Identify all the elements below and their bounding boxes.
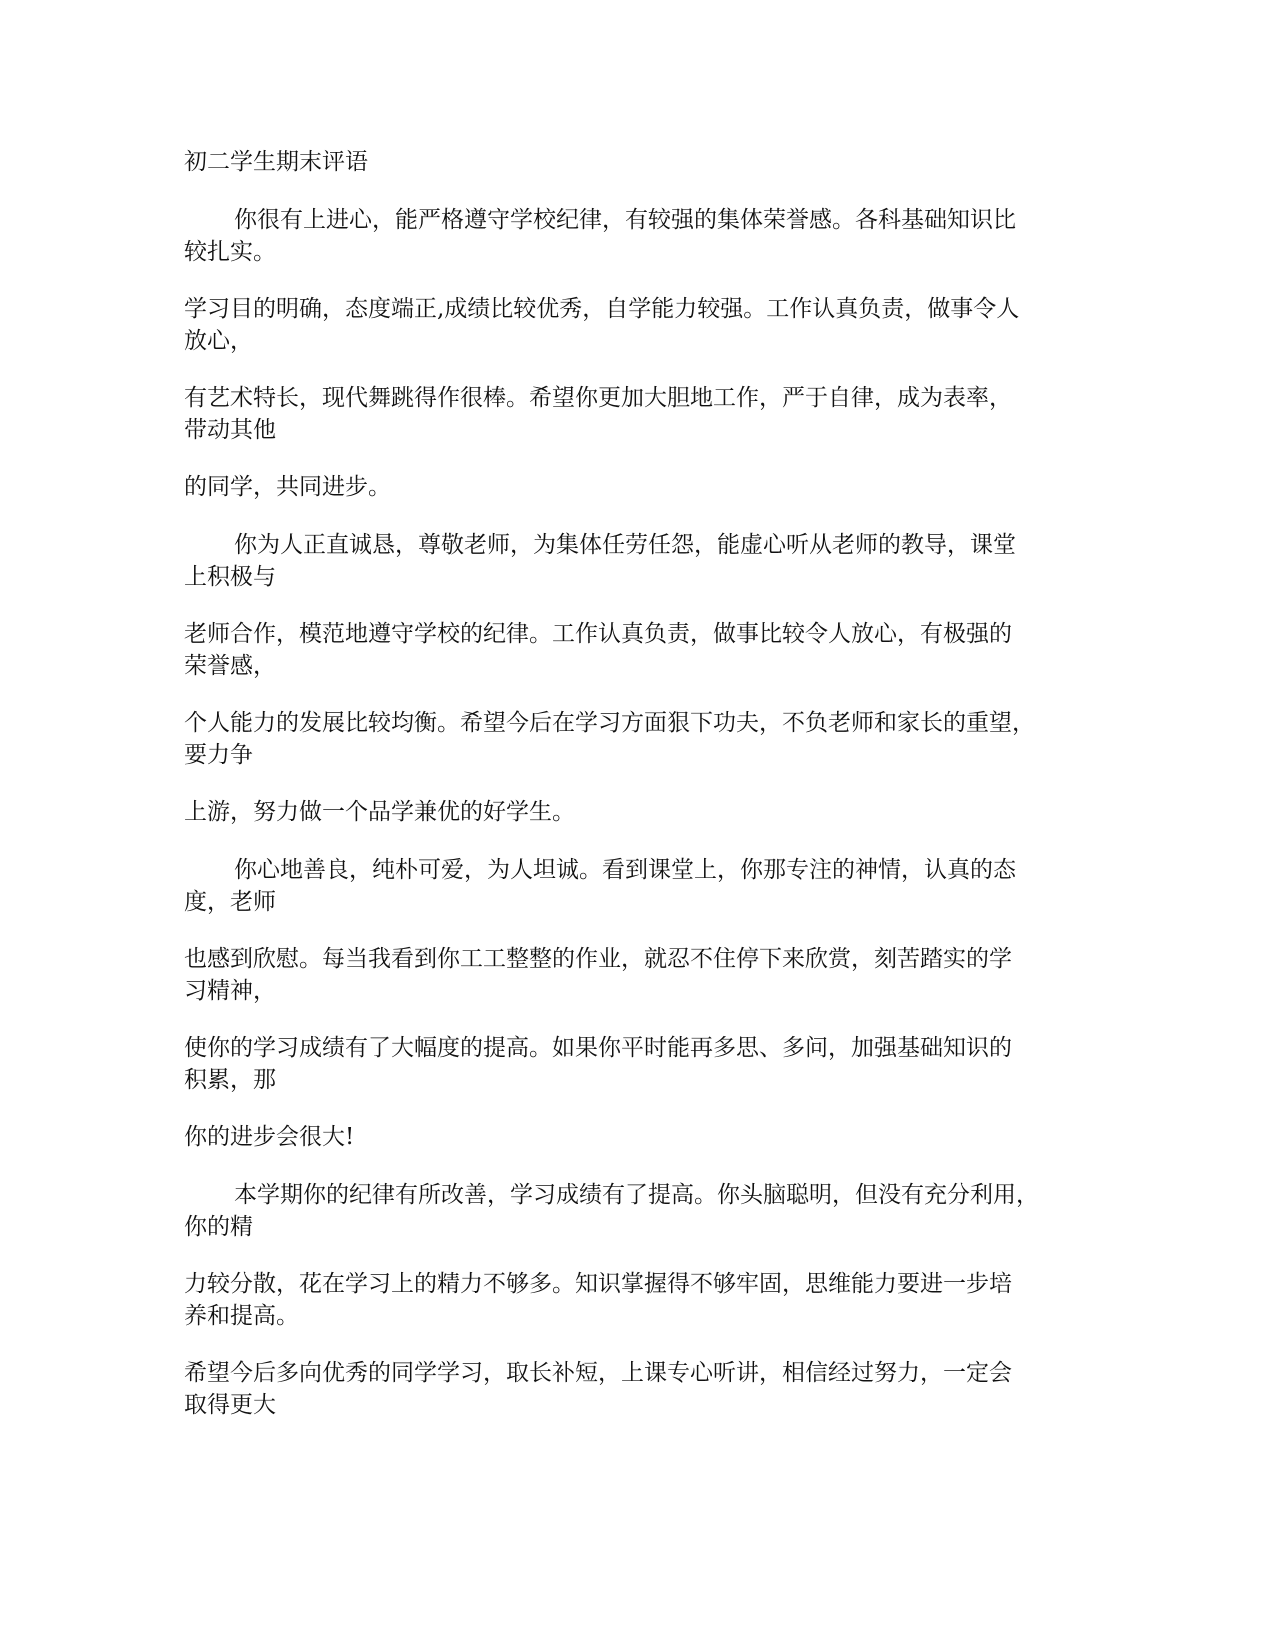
text-line: 你很有上进心，能严格遵守学校纪律，有较强的集体荣誉感。各科基础知识比 — [234, 207, 1016, 233]
text-line: 有艺术特长，现代舞跳得作很棒。希望你更加大胆地工作，严于自律，成为表率， — [184, 385, 1012, 411]
text-line: 放心， — [184, 328, 253, 354]
document-title: 初二学生期末评语 — [184, 149, 368, 175]
text-line: 学习目的明确，态度端正,成绩比较优秀，自学能力较强。工作认真负责，做事令人 — [184, 296, 1020, 322]
text-line: 上积极与 — [184, 564, 276, 590]
text-line: 你为人正直诚恳，尊敬老师，为集体任劳任怨，能虚心听从老师的教导，课堂 — [234, 532, 1016, 558]
text-line: 你心地善良，纯朴可爱，为人坦诚。看到课堂上，你那专注的神情，认真的态 — [234, 857, 1016, 883]
text-line: 希望今后多向优秀的同学学习，取长补短，上课专心听讲，相信经过努力，一定会 — [184, 1360, 1012, 1386]
text-line: 力较分散，花在学习上的精力不够多。知识掌握得不够牢固，思维能力要进一步培 — [184, 1271, 1012, 1297]
text-line: 度，老师 — [184, 889, 276, 915]
text-line: 要力争 — [184, 742, 253, 768]
text-line: 你的精 — [184, 1214, 253, 1240]
text-line: 较扎实。 — [184, 239, 276, 265]
text-line: 习精神， — [184, 978, 276, 1004]
text-line: 的同学，共同进步。 — [184, 474, 391, 500]
text-line: 荣誉感， — [184, 653, 276, 679]
text-line: 个人能力的发展比较均衡。希望今后在学习方面狠下功夫，不负老师和家长的重望， — [184, 710, 1035, 736]
text-line: 取得更大 — [184, 1392, 276, 1418]
text-line: 本学期你的纪律有所改善，学习成绩有了提高。你头脑聪明，但没有充分利用， — [234, 1182, 1039, 1208]
text-line: 养和提高。 — [184, 1303, 299, 1329]
text-line: 老师合作，模范地遵守学校的纪律。工作认真负责，做事比较令人放心，有极强的 — [184, 621, 1012, 647]
text-line: 你的进步会很大! — [184, 1124, 355, 1150]
text-line: 上游，努力做一个品学兼优的好学生。 — [184, 799, 575, 825]
text-line: 带动其他 — [184, 417, 276, 443]
text-line: 使你的学习成绩有了大幅度的提高。如果你平时能再多思、多问，加强基础知识的 — [184, 1035, 1012, 1061]
text-line: 积累，那 — [184, 1067, 276, 1093]
text-line: 也感到欣慰。每当我看到你工工整整的作业，就忍不住停下来欣赏，刻苦踏实的学 — [184, 946, 1012, 972]
